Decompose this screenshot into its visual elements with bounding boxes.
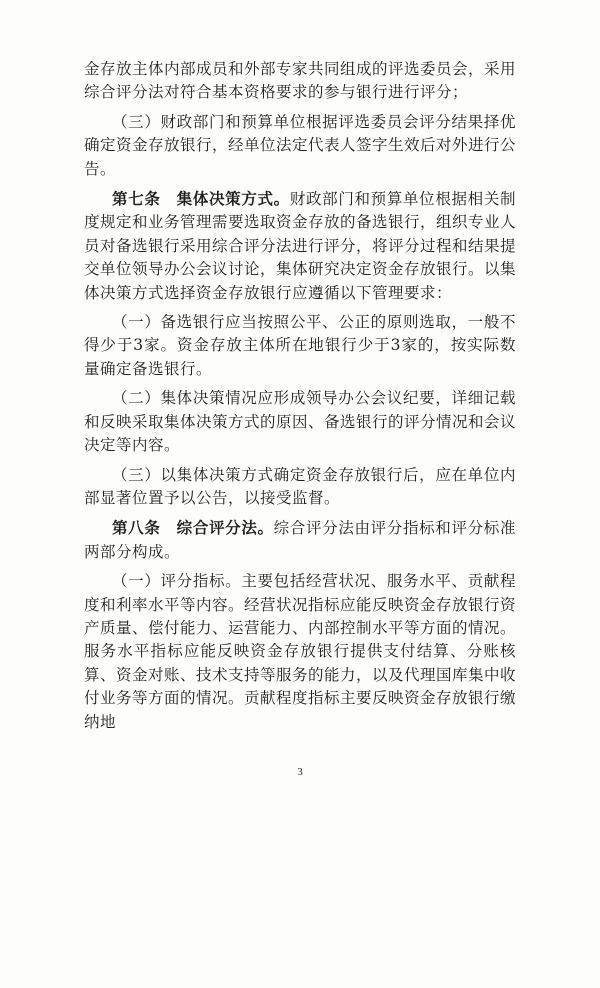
article-7-text: 财政部门和预算单位根据相关制度规定和业务管理需要选取资金存放的备选银行，组织专业人员对备选银行采用综合评分法进行评分，将评分过程和结果提交单位领导办公会议讨论，集体研究决定资金存放银行。以集体决策方式选择资金存放银行应遵循以下管理要求： [84, 190, 517, 302]
paragraph-1 [84, 58, 516, 105]
page-number: 3 [297, 766, 303, 778]
paragraph-5-text: （二）集体决策情况应形成领导办公会议纪要，详细记载和反映采取集体决策方式的原因、备选银行的评分情况和会议决定等内容。 [84, 389, 517, 455]
article-8-text: 综合评分法由评分指标和评分标准两部分构成。 [84, 519, 516, 561]
paragraph-1-text: 金存放主体内部成员和外部专家共同组成的评选委员会，采用综合评分法对符合基本资格要求的参与银行进行评分； [84, 60, 517, 102]
document-body [84, 58, 516, 740]
article-8 [84, 516, 516, 564]
paragraph-2 [84, 111, 516, 181]
article-8-heading: 第八条 综合评分法。 [112, 518, 274, 538]
paragraph-4 [84, 311, 516, 381]
paragraph-4-text: （一）备选银行应当按照公平、公正的原则选取，一般不得少于3家。资金存放主体所在地银行少于3家的，按实际数量确定备选银行。 [84, 313, 516, 378]
paragraph-6 [84, 464, 516, 511]
article-7-heading: 第七条 集体决策方式。 [112, 189, 290, 209]
paragraph-8-text: （一）评分指标。主要包括经营状况、服务水平、贡献程度和利率水平等内容。经营状况指标应能反映资金存放银行资产质量、偿付能力、运营能力、内部控制水平等方面的情况。服务水平指标应能反映资金存放银行提供支付结算、分账核算、资金对账、技术支持等服务的能力，以及代理国库集中收付业务等方面的情况。贡献程度指标主要反映资金存放银行缴纳地 [84, 572, 517, 731]
paragraph-8 [84, 570, 516, 734]
article-7 [84, 187, 516, 305]
paragraph-6-text: （三）以集体决策方式确定资金存放银行后，应在单位内部显著位置予以公告，以接受监督。 [84, 465, 516, 507]
paragraph-2-text: （三）财政部门和预算单位根据评选委员会评分结果择优确定资金存放银行，经单位法定代表人签字生效后对外进行公告。 [84, 112, 517, 178]
paragraph-5 [84, 387, 516, 457]
